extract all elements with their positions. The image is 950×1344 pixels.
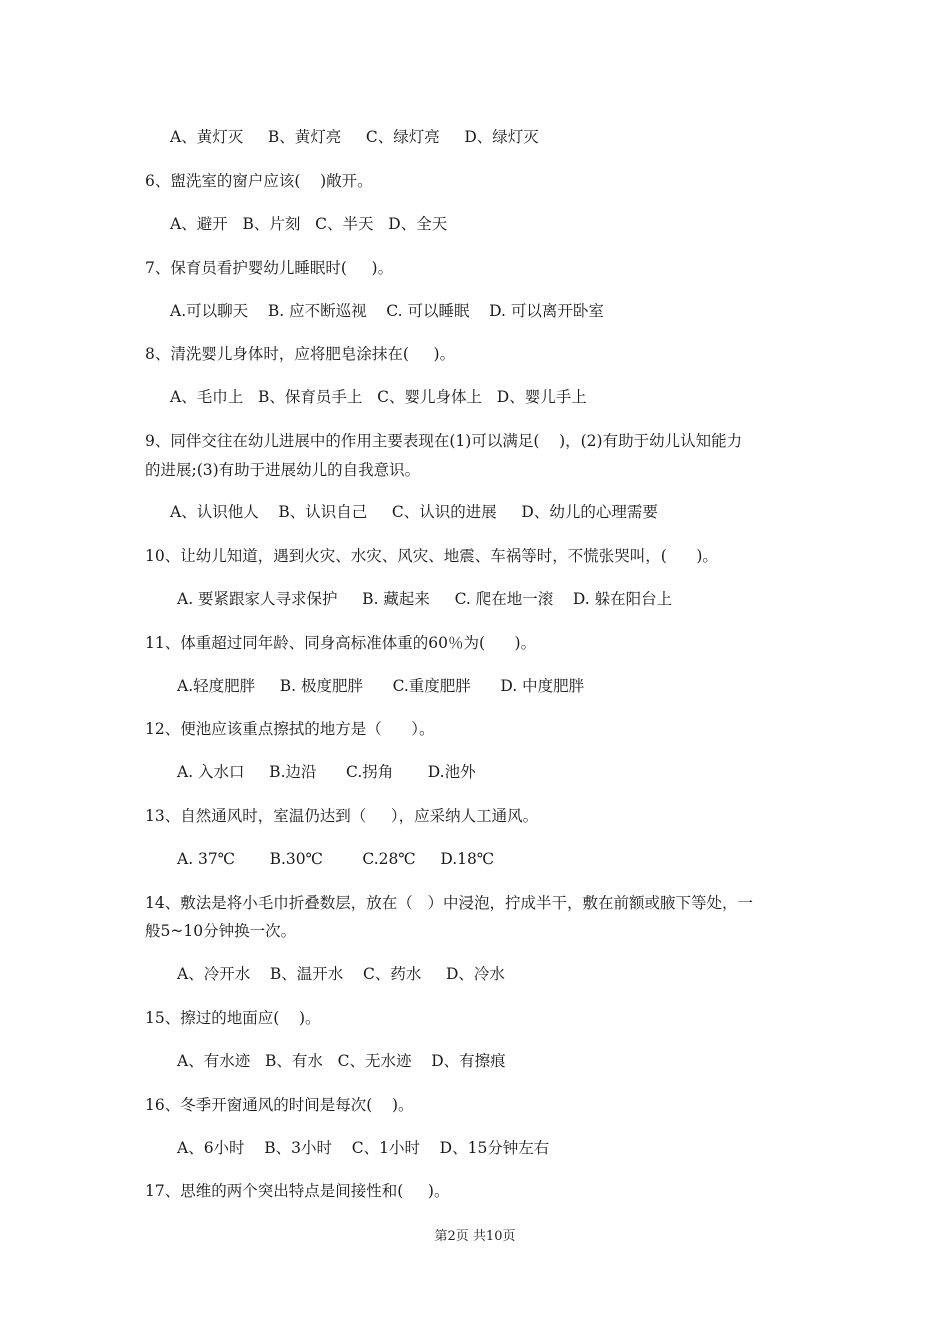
q9-options: A、认识他人 B、认识自己 C、认识的进展 D、幼儿的心理需要 [170, 503, 658, 521]
q15-text: 15、擦过的地面应( )。 [145, 1009, 321, 1027]
q10-options: A. 要紧跟家人寻求保护 B. 藏起来 C. 爬在地一滚 D. 躲在阳台上 [177, 590, 673, 608]
page-footer: 第2页 共10页 [434, 1229, 516, 1244]
q13-text: 13、自然通风时，室温仍达到（ ），应采纳人工通风。 [145, 807, 539, 825]
q8-text: 8、清洗婴儿身体时，应将肥皂涂抹在( )。 [145, 345, 456, 363]
q12-options: A. 入水口 B.边沿 C.拐角 D.池外 [177, 763, 476, 781]
q6-options: A、避开 B、片刻 C、半天 D、全天 [170, 215, 448, 233]
q15-options: A、有水迹 B、有水 C、无水迹 D、有擦痕 [177, 1052, 506, 1070]
q17-text: 17、思维的两个突出特点是间接性和( )。 [145, 1182, 450, 1200]
q7-options: A.可以聊天 B. 应不断巡视 C. 可以睡眠 D. 可以离开卧室 [170, 302, 604, 320]
q14-text-line2: 般5~10分钟换一次。 [145, 922, 297, 940]
q5-options: A、黄灯灭 B、黄灯亮 C、绿灯亮 D、绿灯灭 [170, 128, 539, 146]
q6-text: 6、盥洗室的窗户应该( )敞开。 [145, 172, 373, 190]
q9-text-line1: 9、同伴交往在幼儿进展中的作用主要表现在(1)可以满足( )，(2)有助于幼儿认知能力 [145, 432, 743, 450]
q11-text: 11、体重超过同年龄、同身高标准体重的60％为( )。 [145, 634, 537, 652]
q13-options: A. 37℃ B.30℃ C.28℃ D.18℃ [177, 850, 495, 868]
q11-options: A.轻度肥胖 B. 极度肥胖 C.重度肥胖 D. 中度肥胖 [177, 677, 585, 695]
q9-text-line2: 的进展;(3)有助于进展幼儿的自我意识。 [145, 461, 421, 479]
q12-text: 12、便池应该重点擦拭的地方是（ ）。 [145, 720, 435, 738]
q8-options: A、毛巾上 B、保育员手上 C、婴儿身体上 D、婴儿手上 [170, 388, 587, 406]
q14-text-line1: 14、敷法是将小毛巾折叠数层，放在（ ）中浸泡，拧成半干，敷在前额或腋下等处，一 [145, 894, 754, 912]
q7-text: 7、保育员看护婴幼儿睡眠时( )。 [145, 259, 394, 277]
q10-text: 10、让幼儿知道，遇到火灾、水灾、风灾、地震、车祸等时，不慌张哭叫，( )。 [145, 547, 718, 565]
q14-options: A、冷开水 B、温开水 C、药水 D、冷水 [177, 965, 505, 983]
q16-text: 16、冬季开窗通风的时间是每次( )。 [145, 1096, 414, 1114]
q16-options: A、6小时 B、3小时 C、1小时 D、15分钟左右 [177, 1139, 550, 1157]
